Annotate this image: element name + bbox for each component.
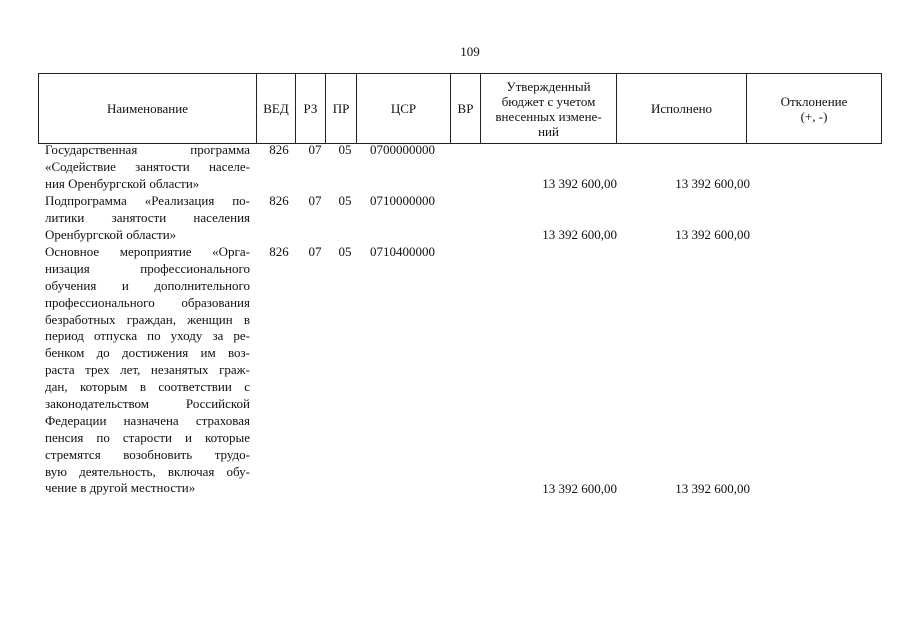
row-name [45,142,250,193]
row-rz: 07 [308,193,322,208]
header-csr: ЦСР [357,74,451,144]
row-name-line: обучения и дополнительного [45,277,250,293]
row-pr: 05 [338,142,352,157]
table-row [0,244,898,498]
row-budget: 13 392 600,00 [542,226,617,242]
table-header [38,73,882,144]
row-csr: 0710000000 [370,193,435,208]
row-name-line: законодательством Российской [45,396,250,412]
header-rz: РЗ [296,74,326,144]
row-name-line: «Содействие занятости населе- [45,158,250,174]
page-number: 109 [460,44,480,59]
header-deviation-line: Отклонение [780,93,848,109]
row-name-line: Основное мероприятие «Орга- [45,244,250,259]
header-budget [481,74,617,144]
header-vr: ВР [451,74,481,144]
header-name: Наименование [39,74,257,144]
header-deviation [747,74,882,144]
row-name-line: профессионального образования [45,294,250,310]
row-name-line: стремятся возобновить трудо- [45,446,250,462]
row-name [45,244,250,497]
row-budget: 13 392 600,00 [542,175,617,191]
header-executed: Исполнено [617,74,747,144]
row-ved: 826 [269,142,289,157]
row-name-line: безработных граждан, женщин в [45,311,250,327]
row-name-line: пенсия по старости и которые [45,429,250,445]
row-name [45,193,250,244]
header-deviation-line: (+, -) [800,108,828,124]
header-ved: ВЕД [257,74,296,144]
header-budget-line: бюджет с учетом [501,93,596,109]
header-budget-line: внесенных измене- [495,108,602,124]
row-executed: 13 392 600,00 [675,226,750,242]
row-ved: 826 [269,193,289,208]
row-pr: 05 [338,244,352,259]
row-ved: 826 [269,244,289,259]
row-name-line: Оренбургской области» [45,226,177,242]
row-pr: 05 [338,193,352,208]
row-name-line: Государственная программа [45,142,250,157]
row-name-line: период отпуска по уходу за ре- [45,328,250,344]
header-budget-line: ний [538,123,559,139]
header-pr: ПР [326,74,357,144]
row-name-line: низация профессионального [45,260,250,276]
row-name-line: чение в другой местности» [45,480,196,496]
header-budget-line: Утвержденный [506,78,591,94]
row-name-line: дан, которым в соответствии с [45,379,250,395]
table-row [0,142,898,193]
table-row [0,193,898,244]
row-executed: 13 392 600,00 [675,480,750,496]
row-name-line: раста трех лет, незанятых граж- [45,362,250,378]
row-name-line: Федерации назначена страховая [45,412,250,428]
row-executed: 13 392 600,00 [675,175,750,191]
row-name-line: бенком до достижения им воз- [45,345,250,361]
row-budget: 13 392 600,00 [542,480,617,496]
row-name-line: литики занятости населения [45,209,250,225]
row-csr: 0700000000 [370,142,435,157]
row-rz: 07 [308,142,322,157]
row-name-line: ния Оренбургской области» [45,175,200,191]
row-rz: 07 [308,244,322,259]
row-csr: 0710400000 [370,244,435,259]
row-name-line: вую деятельность, включая обу- [45,463,250,479]
row-name-line: Подпрограмма «Реализация по- [45,193,250,208]
